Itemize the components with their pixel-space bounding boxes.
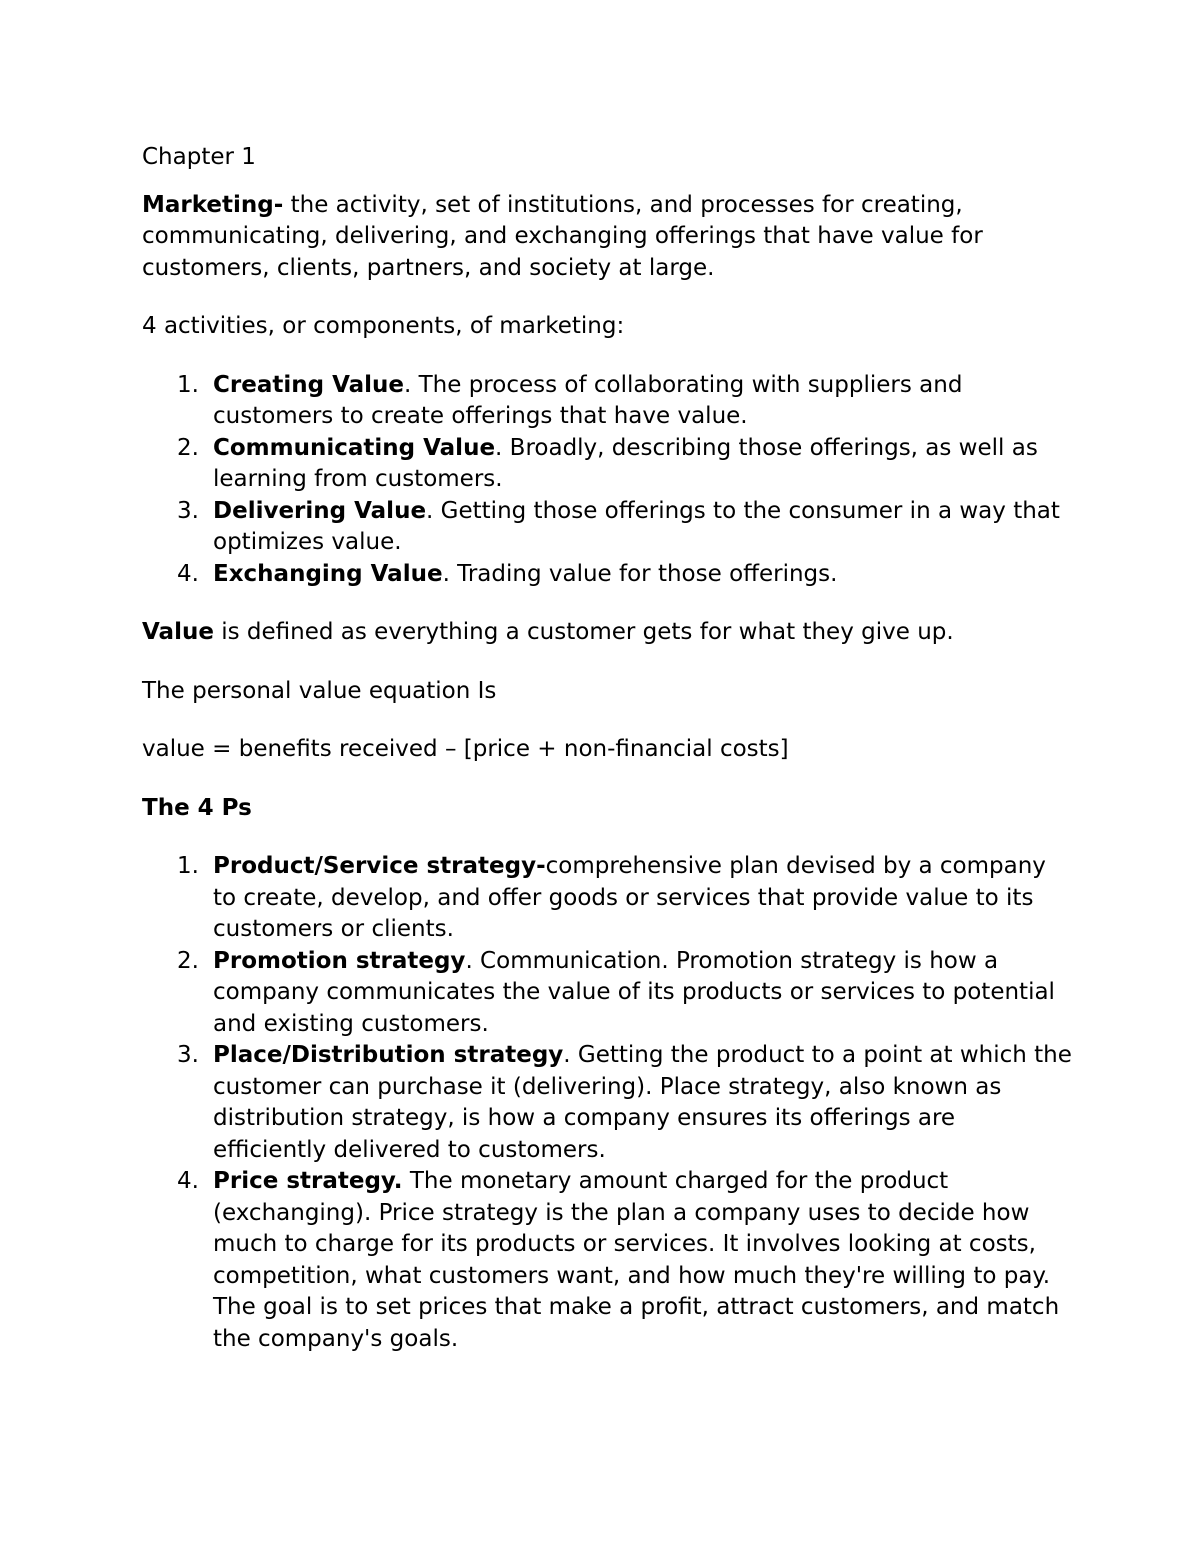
marketing-text: the activity, set of institutions, and processes for creating, communicating, delivering, and exchanging offerings that have value for customers, clients, partners, and society at large. bbox=[142, 191, 983, 281]
item-number: 2. bbox=[177, 434, 199, 461]
four-ps-text: . Getting the product to a point at which the customer can purchase it (delivering). Place strategy, also known as distribution strategy, is how a company ensures its offerings are efficiently delivered to customers. bbox=[213, 1042, 1072, 1163]
item-number: 4. bbox=[177, 1168, 199, 1194]
item-number: 4. bbox=[177, 560, 199, 587]
four-ps-text: The monetary amount charged for the product (exchanging). Price strategy is the plan a company uses to decide how much to charge for its products or services. It involves looking at costs, competition, what customers want, and how much they're willing to pay. The goal is to set prices that make a profit, attract customers, and match the company's goals. bbox=[213, 1168, 1060, 1352]
value-text: is defined as everything a customer gets for what they give up. bbox=[213, 619, 954, 645]
chapter-title: Chapter 1 bbox=[142, 144, 256, 170]
four-ps-heading: The 4 Ps bbox=[142, 794, 252, 821]
equation-intro: The personal value equation Is bbox=[142, 677, 497, 704]
item-number: 1. bbox=[177, 371, 199, 398]
value-term: Value bbox=[142, 619, 214, 645]
four-ps-text: comprehensive plan devised by a company to create, develop, and offer goods or services that provide value to its customers or clients. bbox=[213, 853, 1046, 942]
activity-item bbox=[142, 559, 1072, 591]
value-equation: value = benefits received – [price + non-financial costs] bbox=[142, 736, 789, 762]
activity-term: Creating Value bbox=[213, 371, 404, 398]
four-ps-term: Place/Distribution strategy bbox=[213, 1042, 564, 1068]
four-ps-text: . Communication. Promotion strategy is how a company communicates the value of its products or services to potential and existing customers. bbox=[213, 947, 1055, 1037]
item-number: 3. bbox=[177, 497, 199, 524]
activity-term: Exchanging Value bbox=[213, 560, 443, 587]
marketing-term: Marketing- bbox=[142, 191, 284, 218]
item-number: 3. bbox=[177, 1042, 199, 1068]
item-number: 2. bbox=[177, 947, 199, 974]
activities-intro: 4 activities, or components, of marketing: bbox=[142, 313, 625, 339]
activity-item bbox=[142, 496, 1072, 559]
four-ps-item bbox=[142, 1040, 1072, 1166]
activity-item bbox=[142, 433, 1072, 496]
activity-text: . Broadly, describing those offerings, as well as learning from customers. bbox=[213, 434, 1038, 492]
four-ps-term: Price strategy. bbox=[213, 1168, 403, 1194]
activities-list bbox=[142, 370, 1072, 591]
activity-text: . Trading value for those offerings. bbox=[442, 560, 838, 587]
four-ps-item bbox=[142, 851, 1072, 946]
item-number: 1. bbox=[177, 853, 199, 879]
activity-text: . Getting those offerings to the consumer in a way that optimizes value. bbox=[213, 497, 1060, 555]
document-page bbox=[142, 142, 1072, 1382]
four-ps-list bbox=[142, 851, 1072, 1355]
four-ps-term: Promotion strategy bbox=[213, 947, 466, 974]
marketing-definition bbox=[142, 190, 1072, 285]
activity-term: Communicating Value bbox=[213, 434, 496, 461]
activity-text: . The process of collaborating with suppliers and customers to create offerings that have value. bbox=[213, 371, 963, 429]
activity-item bbox=[142, 370, 1072, 433]
four-ps-term: Product/Service strategy- bbox=[213, 853, 546, 879]
activity-term: Delivering Value bbox=[213, 497, 427, 524]
four-ps-item bbox=[142, 946, 1072, 1041]
value-definition bbox=[142, 617, 1072, 649]
four-ps-item bbox=[142, 1166, 1072, 1355]
